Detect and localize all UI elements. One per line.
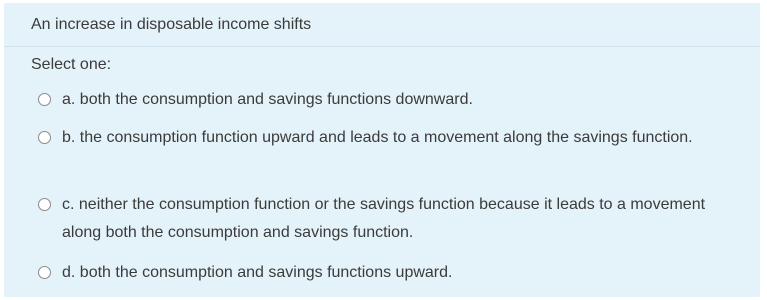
question-panel [4,3,760,297]
question-text: An increase in disposable income shifts [31,16,312,33]
answer-label-d[interactable]: d. both the consumption and savings functions upward. [62,264,453,281]
radio-button-a[interactable] [38,93,51,106]
answer-label-c[interactable]: c. neither the consumption function or the savings function because it leads to a movement along both the consumption and savings function. [62,196,706,241]
radio-button-c[interactable] [38,198,51,211]
divider [4,46,760,47]
select-one-prompt: Select one: [31,56,112,73]
answer-label-b[interactable]: b. the consumption function upward and leads to a movement along the savings function. [62,129,693,146]
radio-button-d[interactable] [38,266,51,279]
radio-button-b[interactable] [38,131,51,144]
answer-label-a[interactable]: a. both the consumption and savings functions downward. [62,91,473,108]
